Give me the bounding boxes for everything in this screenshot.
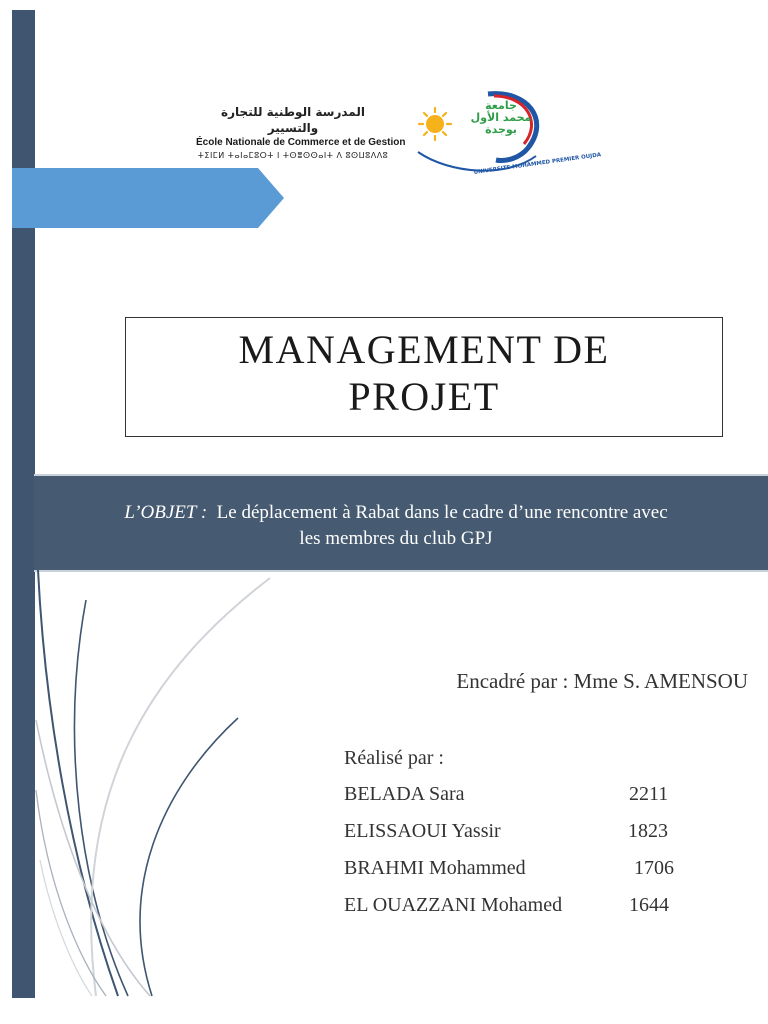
encg-logo [196, 104, 406, 160]
sun-icon [419, 108, 451, 140]
object-label: L’OBJET : [124, 502, 208, 523]
authors-heading: Réalisé par : [344, 747, 444, 769]
object-line-2: les membres du club GPJ [299, 528, 493, 549]
author-id: 1644 [629, 894, 669, 916]
author-name: EL OUAZZANI Mohamed [344, 894, 563, 916]
object-text [44, 500, 748, 552]
author-id: 2211 [629, 783, 669, 805]
title-line-1: MANAGEMENT DE [238, 327, 610, 372]
encg-arabic-name: المدرسة الوطنية للتجارة والتسيير [221, 105, 365, 135]
object-line-1: Le déplacement à Rabat dans le cadre d’une rencontre avec [216, 502, 668, 523]
author-name: ELISSAOUI Yassir [344, 820, 501, 842]
author-name: BRAHMI Mohammed [344, 857, 526, 879]
author-row [344, 854, 674, 891]
author-row [344, 817, 668, 854]
ump-latin-name: UNIVERSITE MOHAMMED PREMIER OUJDA [473, 152, 602, 176]
author-id: 1823 [628, 820, 668, 842]
supervisor-line: Encadré par : Mme S. AMENSOU [456, 669, 748, 693]
encg-tifinagh-name: ⵜⵉⵏⵎⵍ ⵜⴰⵏⴰⵎⵓⵔⵜ ⵏ ⵜⵙⴻⵙⵙⴰⵏⵜ ⴷ ⵓⵙⵡⵓⴷⴷⵓ [197, 151, 389, 160]
title-box [125, 317, 723, 437]
author-row [344, 891, 669, 928]
title-line-2: PROJET [348, 374, 500, 419]
author-name: BELADA Sara [344, 783, 465, 805]
blue-arrow-tab [12, 168, 284, 228]
authors-block [344, 744, 674, 928]
author-id: 1706 [634, 857, 674, 879]
object-band [34, 474, 768, 572]
decorative-curves [0, 560, 300, 1000]
ump-arabic-name: جامعة محمد الأول بوجدة [470, 99, 532, 136]
ump-logo [410, 90, 602, 180]
author-row [344, 780, 669, 817]
encg-french-name: École Nationale de Commerce et de Gestion [196, 137, 406, 148]
document-title [126, 326, 722, 420]
